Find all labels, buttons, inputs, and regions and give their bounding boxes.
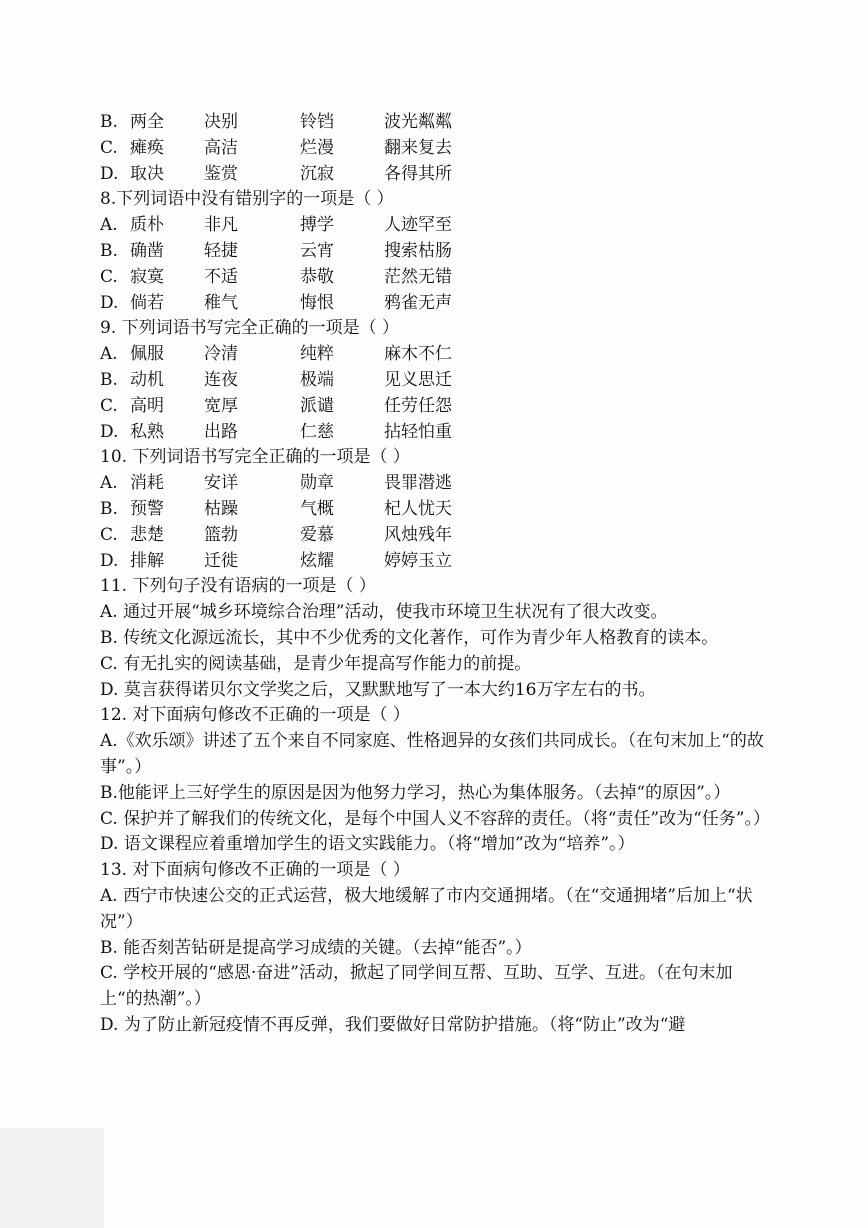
option-letter: A. <box>100 473 118 494</box>
option-row <box>100 239 800 265</box>
word: 悲楚 <box>130 524 164 545</box>
option-row <box>100 342 800 368</box>
option-row <box>100 162 800 188</box>
option-row <box>100 213 800 239</box>
word: 麻木不仁 <box>384 344 452 365</box>
word: 悔恨 <box>300 292 334 313</box>
word: 云宵 <box>300 240 334 261</box>
word: 质朴 <box>130 215 164 236</box>
sentence-option: B.他能评上三好学生的原因是因为他努力学习，热心为集体服务。（去掉“的原因”。） <box>100 782 731 803</box>
word: 动机 <box>130 369 164 390</box>
word: 冷清 <box>204 344 238 365</box>
option-letter: B. <box>100 240 118 261</box>
word: 取决 <box>130 163 164 184</box>
option-row <box>100 523 800 549</box>
sentence-option: C. 学校开展的“感恩·奋进”活动，掀起了同学间互帮、互助、互学、互进。（在句末加上“的热潮”。） <box>100 963 733 1010</box>
word: 瘫痪 <box>130 137 164 158</box>
option-row <box>100 471 800 497</box>
word: 宽厚 <box>204 395 238 416</box>
word: 畏罪潜逃 <box>384 473 452 494</box>
option-letter: C. <box>100 266 118 287</box>
question-stem-12: 12. 对下面病句修改不正确的一项是（ ） <box>100 705 410 726</box>
option-row <box>100 394 800 420</box>
exam-content <box>100 110 800 1039</box>
sentence-option: B. 能否刻苦钻研是提高学习成绩的关键。（去掉“能否”。） <box>100 937 532 958</box>
word: 任劳任怨 <box>384 395 452 416</box>
option-letter: C. <box>100 395 118 416</box>
sentence-option: A. 西宁市快速公交的正式运营，极大地缓解了市内交通拥堵。（在“交通拥堵”后加上“状况”） <box>100 885 753 932</box>
option-letter: D. <box>100 550 119 571</box>
sentence-option: A. 通过开展“城乡环境综合治理”活动，使我市环境卫生状况有了很大改变。 <box>100 602 668 623</box>
word: 预警 <box>130 498 164 519</box>
word: 枯躁 <box>204 498 238 519</box>
word: 倘若 <box>130 292 164 313</box>
word: 出路 <box>204 421 238 442</box>
option-row <box>100 497 800 523</box>
word: 消耗 <box>130 473 164 494</box>
word: 爱慕 <box>300 524 334 545</box>
word: 翻来复去 <box>384 137 452 158</box>
option-letter: D. <box>100 292 119 313</box>
word: 寂寞 <box>130 266 164 287</box>
word: 鸦雀无声 <box>384 292 452 313</box>
word: 搏学 <box>300 215 334 236</box>
sentence-option: B. 传统文化源远流长，其中不少优秀的文化著作，可作为青少年人格教育的读本。 <box>100 627 719 648</box>
option-letter: D. <box>100 163 119 184</box>
option-letter: D. <box>100 421 119 442</box>
word: 派谴 <box>300 395 334 416</box>
sentence-option: D. 为了防止新冠疫情不再反弹，我们要做好日常防护措施。（将“防止”改为“避 <box>100 1014 686 1035</box>
option-letter: B. <box>100 369 118 390</box>
word: 炫耀 <box>300 550 334 571</box>
word: 不适 <box>204 266 238 287</box>
word: 婷婷玉立 <box>384 550 452 571</box>
sentence-option: A.《欢乐颂》讲述了五个来自不同家庭、性格迥异的女孩们共同成长。（在句末加上“的故事”。） <box>100 731 764 777</box>
option-row <box>100 136 800 162</box>
word: 各得其所 <box>384 163 452 184</box>
word: 沉寂 <box>300 163 334 184</box>
question-stem-8: 8.下列词语中没有错别字的一项是（ ） <box>100 189 394 210</box>
option-letter: C. <box>100 524 118 545</box>
option-row <box>100 110 800 136</box>
word: 决别 <box>204 112 238 132</box>
word: 搜索枯肠 <box>384 240 452 261</box>
word: 安详 <box>204 473 238 494</box>
word: 茫然无错 <box>384 266 452 287</box>
word: 高洁 <box>204 137 238 158</box>
option-letter: B. <box>100 498 118 519</box>
option-letter: C. <box>100 137 118 158</box>
sentence-option: C. 有无扎实的阅读基础，是青少年提高写作能力的前提。 <box>100 653 532 674</box>
word: 铃铛 <box>300 112 334 132</box>
word: 排解 <box>130 550 164 571</box>
word: 勋章 <box>300 473 334 494</box>
word: 纯粹 <box>300 344 334 365</box>
option-letter: A. <box>100 215 118 236</box>
scan-shadow <box>0 1128 104 1228</box>
word: 风烛残年 <box>384 524 452 545</box>
sentence-option: C. 保护并了解我们的传统文化，是每个中国人义不容辞的责任。（将“责任”改为“任务”。） <box>100 808 770 829</box>
option-row <box>100 368 800 394</box>
word: 仁慈 <box>300 421 334 442</box>
question-stem-9: 9. 下列词语书写完全正确的一项是（ ） <box>100 318 400 339</box>
word: 高明 <box>130 395 164 416</box>
word: 连夜 <box>204 369 238 390</box>
word: 确凿 <box>130 240 164 261</box>
word: 恭敬 <box>300 266 334 287</box>
option-row <box>100 291 800 317</box>
word: 杞人忧天 <box>384 498 452 519</box>
word: 气概 <box>300 498 334 519</box>
word: 私熟 <box>130 421 164 442</box>
word: 人迹罕至 <box>384 215 452 236</box>
option-letter: B. <box>100 112 118 132</box>
word: 拈轻怕重 <box>384 421 452 442</box>
option-row <box>100 265 800 291</box>
question-stem-13: 13. 对下面病句修改不正确的一项是（ ） <box>100 860 410 881</box>
question-stem-10: 10. 下列词语书写完全正确的一项是（ ） <box>100 447 410 468</box>
option-row <box>100 420 800 446</box>
sentence-option: D. 莫言获得诺贝尔文学奖之后，又默默地写了一本大约16万字左右的书。 <box>100 679 656 700</box>
word: 稚气 <box>204 292 238 313</box>
word: 轻捷 <box>204 240 238 261</box>
word: 非凡 <box>204 215 238 236</box>
word: 鉴赏 <box>204 163 238 184</box>
sentence-option: D. 语文课程应着重增加学生的语文实践能力。（将“增加”改为“培养”。） <box>100 834 635 855</box>
word: 烂漫 <box>300 137 334 158</box>
word: 迁徙 <box>204 550 238 571</box>
word: 佩服 <box>130 344 164 365</box>
option-letter: A. <box>100 344 118 365</box>
question-stem-11: 11. 下列句子没有语病的一项是（ ） <box>100 576 376 597</box>
word: 见义思迁 <box>384 369 452 390</box>
word: 篮勃 <box>204 524 238 545</box>
word: 波光粼粼 <box>384 112 452 132</box>
word: 两全 <box>130 112 164 132</box>
word: 极端 <box>300 369 334 390</box>
option-row <box>100 549 800 575</box>
